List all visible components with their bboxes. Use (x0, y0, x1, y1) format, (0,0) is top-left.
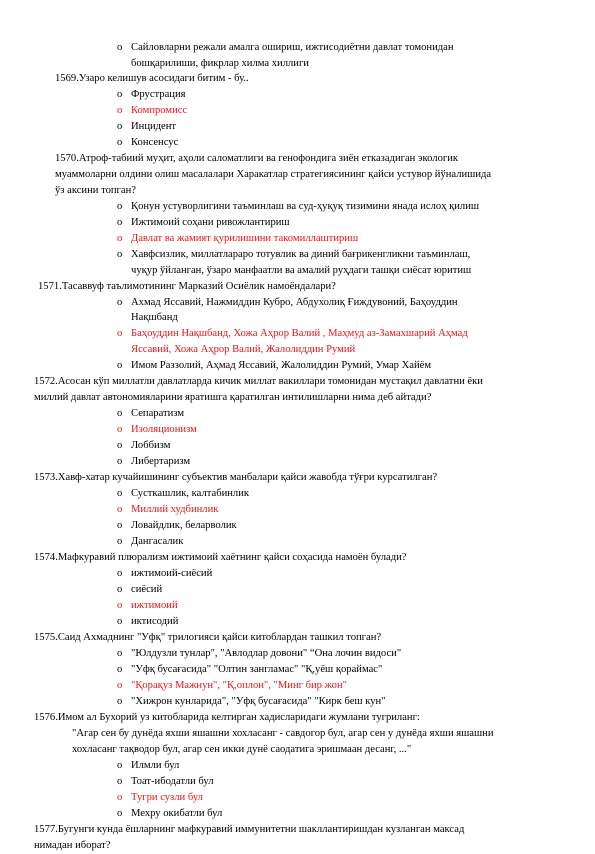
bullet-icon: o (117, 584, 123, 595)
bullet-icon: o (117, 536, 123, 547)
bullet-icon: o (117, 233, 123, 244)
option-item: o Мехру окибатли бул (117, 806, 222, 822)
option-item: o ижтимоий-сиёсий (117, 566, 212, 582)
option-item-correct: o Миллий худбинлик (117, 502, 218, 518)
option-continuation: Нақшбанд (131, 312, 178, 323)
question-1575: 1575.Саид Ахмаднинг "Уфқ" трилогияси қайси китоблардан ташкил топган? (34, 632, 382, 643)
bullet-icon: o (117, 808, 123, 819)
option-item: o иктисодий (117, 614, 178, 630)
question-1572-line: миллий давлат автономияларини яратишга қаратилган интилишларни нима деб айтади? (34, 392, 432, 403)
option-item-correct: o Тугри сузли бул (117, 790, 203, 806)
bullet-icon: o (117, 488, 123, 499)
bullet-icon: o (117, 600, 123, 611)
question-1569: 1569.Узаро келишув асосидаги битим - бу.. (55, 73, 249, 84)
question-1570: 1570.Атроф-табиий муҳит, аҳоли саломатлиги ва генофондига зиён етказадиган экологик (55, 153, 459, 164)
question-1574: 1574.Мафкуравий плюрализм ижтимоий хаётнинг қайси соҳасида намоён булади? (34, 552, 407, 563)
bullet-icon: o (117, 776, 123, 787)
option-item: o Хавфсизлик, миллатлараро тотувлик ва диний бағрикенгликни таъминлаш, (117, 247, 470, 263)
bullet-icon: o (117, 89, 123, 100)
bullet-icon: o (117, 408, 123, 419)
question-1570-line: ўз аксини топган? (55, 185, 136, 196)
option-item: o "Хижрон кунларида", "Уфқ бусағасида" "Кирк беш кун" (117, 694, 386, 710)
bullet-icon: o (117, 664, 123, 675)
option-continuation: бошқарилиши, фикрлар хилма хиллиги (131, 58, 309, 69)
option-item: o "Уфқ бусағасида" "Олтин занглaмас" "Қ,уёш қораймас" (117, 662, 382, 678)
bullet-icon: o (117, 297, 123, 308)
bullet-icon: o (117, 792, 123, 803)
bullet-icon: o (117, 616, 123, 627)
bullet-icon: o (117, 105, 123, 116)
option-item-correct: o Изоляционизм (117, 422, 197, 438)
bullet-icon: o (117, 696, 123, 707)
option-item: o Консенсус (117, 135, 178, 151)
bullet-icon: o (117, 249, 123, 260)
bullet-icon: o (117, 42, 123, 53)
option-item: o Тоат-ибодатли бул (117, 774, 214, 790)
question-1577-line: нимадан иборат? (34, 840, 111, 851)
option-item: o Қонун устуворлигини таъминлаш ва суд-ҳуқуқ тизимини янада ислоҳ қилиш (117, 199, 479, 215)
option-item: o Сайловларни режали амалга ошириш, ижтисодиётни давлат томонидан (117, 40, 454, 56)
bullet-icon: o (117, 424, 123, 435)
option-item: o Либертаризм (117, 454, 190, 470)
option-item: o Дангасалик (117, 534, 183, 550)
question-1576: 1576.Имом ал Бухорий уз китобларида келтирган хадисларидаги жумлани тугриланг: (34, 712, 420, 723)
option-item-correct: o ижтимоий (117, 598, 178, 614)
bullet-icon: o (117, 201, 123, 212)
bullet-icon: o (117, 520, 123, 531)
bullet-icon: o (117, 568, 123, 579)
option-continuation: Яссавий, Хожа Аҳрор Валий, Жалолиддин Румий (131, 344, 356, 355)
option-item: o Ахмад Яссавий, Нажмиддин Кубро, Абдухолиқ Ғиждувоний, Баҳоуддин (117, 295, 458, 311)
question-1570-line: муаммоларни олдини олиш масалалари Харакатлар стратегиясининг қайси устувор йўналишида (55, 169, 492, 180)
bullet-icon: o (117, 504, 123, 515)
quote-line: "Агар сен бу дунёда яхши яшашни хохласанг - савдогор бул, агар сен у дунёда яхши яшашни (72, 728, 494, 739)
option-item: o Лоббизм (117, 438, 170, 454)
option-item: o сиёсий (117, 582, 162, 598)
option-continuation: чуқур ўйланган, ўзаро манфаатли ва амалий руҳдаги ташқи сиёсат юритиш (131, 265, 472, 276)
option-item: o Ловайдлик, беларволик (117, 518, 237, 534)
question-1577: 1577.Бугунги кунда ёшларнинг мафкуравий иммунитетни шакллантиришдан кузланган максад (34, 824, 465, 835)
option-item-correct: o Компромисс (117, 103, 187, 119)
option-item: o Ижтимоий соҳани ривожлантириш (117, 215, 290, 231)
option-item: o Илмли бул (117, 758, 179, 774)
option-item-correct: o Давлат ва жамият қурилишини такомиллаштириш (117, 231, 358, 247)
option-item-correct: o "Қорақуз Мажнун", "Қ,оплон", "Минг бир жон" (117, 678, 347, 694)
option-item: o Инцидент (117, 119, 176, 135)
bullet-icon: o (117, 680, 123, 691)
bullet-icon: o (117, 137, 123, 148)
option-item: o Имом Раззолий, Аҳмад Яссавий, Жалолиддин Румий, Умар Хайём (117, 358, 431, 374)
bullet-icon: o (117, 440, 123, 451)
option-item: o Сусткашлик, калтабинлик (117, 486, 249, 502)
question-1573: 1573.Хавф-хатар кучайишининг субъектив манбалари қайси жавобда тўғри курсатилган? (34, 472, 438, 483)
option-item: o Сепаратизм (117, 406, 184, 422)
quote-line: хохласанг тақводор бул, агар сен икки дунё саодатига эришмаан десанг, ..." (72, 744, 412, 755)
option-item-correct: o Баҳоуддин Нақшбанд, Хожа Аҳрор Валий , Маҳмуд аз-Замахшарий Аҳмад (117, 326, 468, 342)
bullet-icon: o (117, 760, 123, 771)
question-1571: 1571.Тасаввуф таълимотининг Марказий Осиёлик намоёндалари? (38, 281, 336, 292)
question-1572: 1572.Асосан кўп миллатли давлатларда кичик миллат вакиллари томонидан мустақил давлатни ёки (34, 376, 483, 387)
bullet-icon: o (117, 648, 123, 659)
bullet-icon: o (117, 217, 123, 228)
bullet-icon: o (117, 328, 123, 339)
option-item: o Фрустрация (117, 87, 186, 103)
bullet-icon: o (117, 121, 123, 132)
bullet-icon: o (117, 456, 123, 467)
option-item: o "Юлдузли тунлар", "Авлодлар довони" “Она лочин видоси" (117, 646, 401, 662)
bullet-icon: o (117, 360, 123, 371)
